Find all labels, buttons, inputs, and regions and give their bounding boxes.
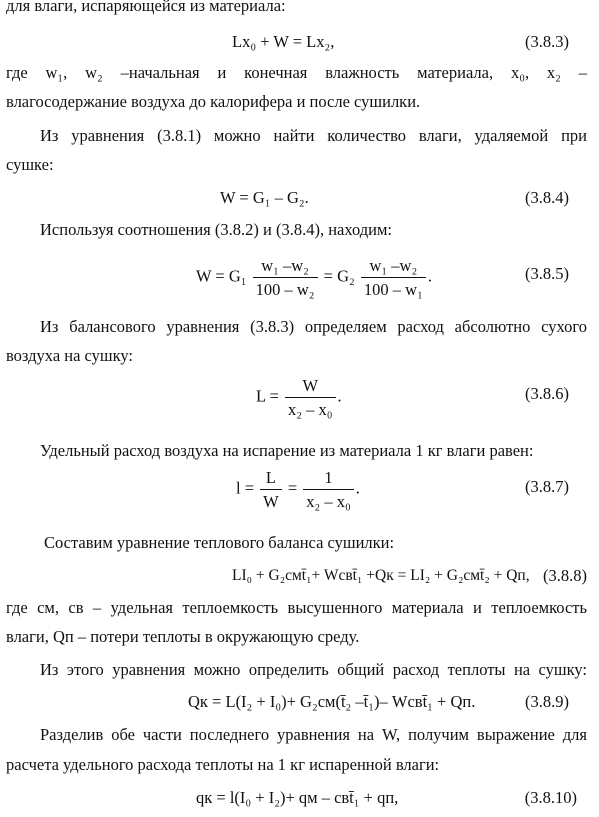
text-line: Удельный расход воздуха на испарение из материала 1 кг влаги равен: [40,441,534,460]
equation-3-8-4: W = G₁ – G₂. [220,188,309,207]
equation-3-8-3: Lx₀ + W = Lx₂, [232,32,335,51]
equation-3-8-10: qк = l(I₀ + I₂)+ qм – cвt̄₁ + qп, [196,788,399,807]
text-line: Из уравнения (3.8.1) можно найти количество влаги, удаляемой при [40,126,587,145]
equation-3-8-6: L = $\frac{W}{\text{x₂ – x₀}}$ . [256,376,342,419]
text-line: где w₁, w₂ –начальная и конечная влажность материала, x₀, x₂ – [6,63,587,82]
equation-number: (3.8.10) [524,788,577,807]
equation-number: (3.8.3) [525,32,569,51]
text-line: влагосодержание воздуха до калорифера и после сушилки. [6,92,421,111]
equation-number: (3.8.4) [525,188,569,207]
equation-number: (3.8.7) [525,477,569,496]
equation-3-8-9: Qк = L(I₂ + I₀)+ G₂cм(t̄₂ –t̄₁)– Wcвt̄₁ + Qп. [188,692,476,711]
equation-number: (3.8.6) [525,384,569,403]
equation-3-8-8: LI₀ + G₂cмt̄₁+ Wcвt̄₁ +Qк = LI₂ + G₂cмt̄₂ + Qп, [232,567,530,584]
equation-3-8-7: l = $\frac{L}{W}$ = $\frac{1}{\text{x₂ – x₀}}$ . [236,468,360,511]
text-line: Разделив обе части последнего уравнения на W, получим выражение для [40,725,587,744]
text-line: воздуха на сушку: [6,346,134,365]
text-line: Из этого уравнения можно определить общий расход теплоты на сушку: [40,660,587,679]
equation-number: (3.8.9) [525,692,569,711]
equation-3-8-5: W = G₁ $\frac{\text{w₁ –w₂}}{\text{100 – w₂}}$ = G₂ $\frac{\text{w₁ –w₂}}{\text{100 – w₁}}$ . [196,256,432,299]
text-line: сушке: [6,155,54,174]
text-line: Используя соотношения (3.8.2) и (3.8.4), находим: [40,220,392,239]
text-line: где cм, cв – удельная теплоемкость высушенного материала и теплоемкость [6,598,587,617]
equation-number: (3.8.8) [543,566,587,585]
text-line: расчета удельного расхода теплоты на 1 кг испаренной влаги: [6,755,440,774]
text-line: Из балансового уравнения (3.8.3) определяем расход абсолютно сухого [40,317,587,336]
text-line: Составим уравнение теплового баланса сушилки: [44,533,395,552]
text-line: влаги, Qп – потери теплоты в окружающую среду. [6,627,360,646]
text-line: для влаги, испаряющейся из материала: [6,0,286,15]
equation-number: (3.8.5) [525,264,569,283]
